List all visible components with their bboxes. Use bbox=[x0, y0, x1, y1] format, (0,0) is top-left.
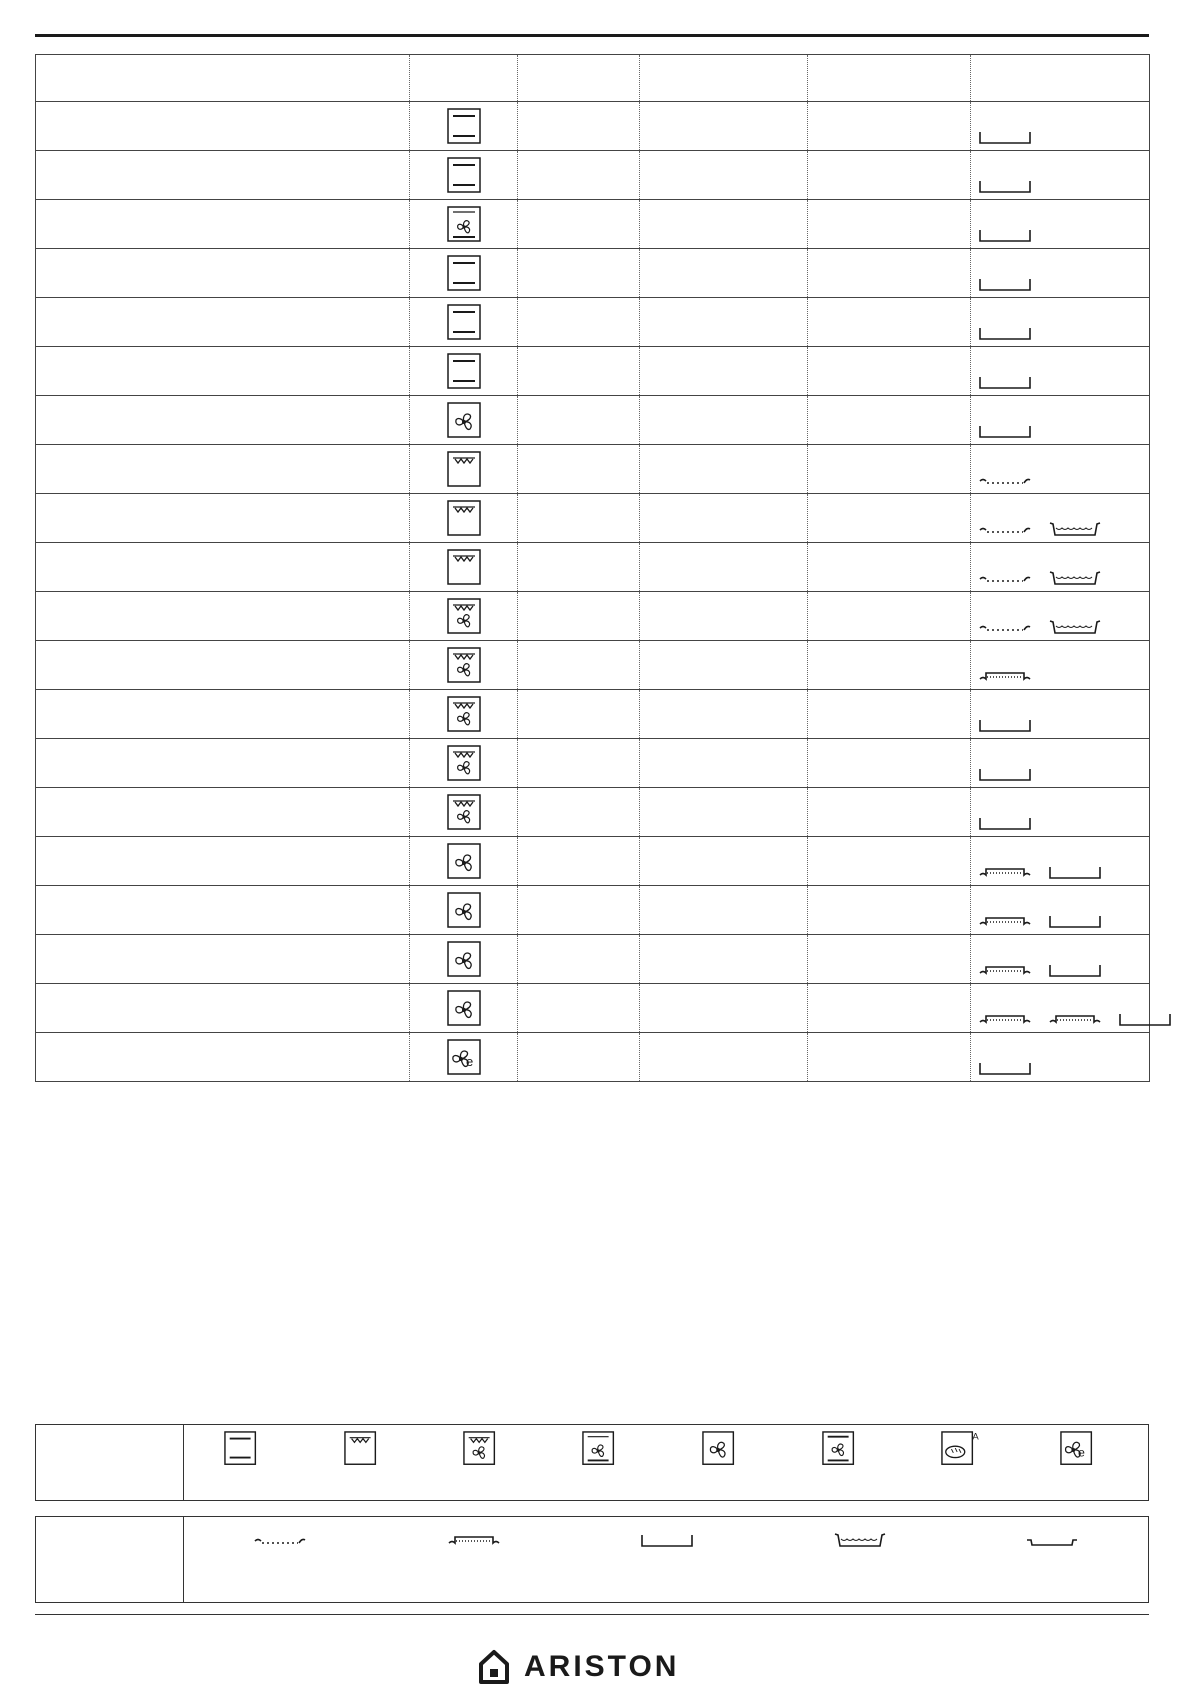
header-level bbox=[640, 55, 808, 102]
drip-tray-icon bbox=[1047, 961, 1103, 979]
accessories-legend-icons bbox=[184, 1517, 1148, 1602]
legend-baking-tray-icon bbox=[446, 1531, 502, 1549]
recipe-cell bbox=[36, 788, 410, 837]
drip-tray-icon bbox=[977, 716, 1033, 734]
level-cell bbox=[640, 739, 808, 788]
legend-wire-shelf-icon bbox=[252, 1531, 308, 1549]
accessories-cell bbox=[971, 837, 1150, 886]
level-cell bbox=[640, 641, 808, 690]
function-cell bbox=[410, 396, 518, 445]
preheat-cell bbox=[518, 788, 640, 837]
accessories-cell bbox=[971, 102, 1150, 151]
grill-icon bbox=[447, 451, 481, 487]
preheat-cell bbox=[518, 494, 640, 543]
preheat-cell bbox=[518, 984, 640, 1033]
legend-turbo-grill-icon bbox=[463, 1430, 501, 1470]
level-cell bbox=[640, 298, 808, 347]
grill-icon bbox=[447, 549, 481, 585]
level-cell bbox=[640, 788, 808, 837]
brand-logo bbox=[478, 1649, 679, 1685]
wire-shelf-icon bbox=[977, 520, 1033, 538]
legend-drip-tray-icon bbox=[639, 1531, 695, 1549]
level-cell bbox=[640, 543, 808, 592]
drip-tray-icon bbox=[977, 422, 1033, 440]
accessories-cell bbox=[971, 151, 1150, 200]
preheat-cell bbox=[518, 151, 640, 200]
preheat-cell bbox=[518, 543, 640, 592]
temperature-cell bbox=[808, 984, 971, 1033]
accessories-legend bbox=[35, 1516, 1149, 1603]
recipe-cell bbox=[36, 592, 410, 641]
functions-legend-label bbox=[36, 1425, 184, 1500]
multilevel-fan-icon bbox=[447, 990, 481, 1026]
accessories-cell bbox=[971, 445, 1150, 494]
recipe-cell bbox=[36, 641, 410, 690]
svg-text:e: e bbox=[1078, 1445, 1085, 1460]
function-cell bbox=[410, 837, 518, 886]
drip-tray-icon bbox=[977, 324, 1033, 342]
accessories-cell bbox=[971, 641, 1150, 690]
traditional-oven-icon bbox=[447, 108, 481, 144]
temperature-cell bbox=[808, 1033, 971, 1082]
functions-legend-icons bbox=[184, 1425, 1148, 1500]
preheat-cell bbox=[518, 886, 640, 935]
legend-drip-pan-water-icon bbox=[832, 1531, 888, 1549]
legend-fan-with-bottom-element-icon bbox=[582, 1430, 620, 1470]
level-cell bbox=[640, 984, 808, 1033]
header-accessories bbox=[971, 55, 1150, 102]
level-cell bbox=[640, 886, 808, 935]
multilevel-fan-icon bbox=[447, 402, 481, 438]
accessory-list bbox=[977, 667, 1033, 685]
multilevel-fan-icon bbox=[447, 941, 481, 977]
accessories-cell bbox=[971, 200, 1150, 249]
drip-pan-water-icon bbox=[1047, 520, 1103, 538]
drip-pan-water-icon bbox=[1047, 569, 1103, 587]
function-cell bbox=[410, 445, 518, 494]
house-logo-icon bbox=[478, 1649, 510, 1685]
preheat-cell bbox=[518, 396, 640, 445]
temperature-cell bbox=[808, 102, 971, 151]
svg-text:e: e bbox=[465, 1054, 473, 1069]
legend-traditional-oven-icon bbox=[224, 1430, 262, 1470]
baking-tray-icon bbox=[977, 961, 1033, 979]
drip-tray-icon bbox=[1047, 912, 1103, 930]
function-cell bbox=[410, 298, 518, 347]
accessories-cell bbox=[971, 788, 1150, 837]
legend-shallow-tray-icon bbox=[1024, 1531, 1080, 1549]
header-temperature bbox=[808, 55, 971, 102]
header-function bbox=[410, 55, 518, 102]
multilevel-fan-icon bbox=[447, 892, 481, 928]
drip-tray-icon bbox=[977, 814, 1033, 832]
preheat-cell bbox=[518, 347, 640, 396]
temperature-cell bbox=[808, 151, 971, 200]
level-cell bbox=[640, 592, 808, 641]
temperature-cell bbox=[808, 445, 971, 494]
recipe-cell bbox=[36, 494, 410, 543]
turbo-grill-icon bbox=[447, 598, 481, 634]
recipe-cell bbox=[36, 837, 410, 886]
drip-tray-icon bbox=[977, 373, 1033, 391]
function-cell bbox=[410, 200, 518, 249]
table-row bbox=[36, 200, 1150, 249]
multilevel-fan-icon bbox=[447, 843, 481, 879]
temperature-cell bbox=[808, 788, 971, 837]
level-cell bbox=[640, 396, 808, 445]
function-cell bbox=[410, 690, 518, 739]
accessory-list bbox=[977, 520, 1103, 538]
functions-legend bbox=[35, 1424, 1149, 1501]
temperature-cell bbox=[808, 298, 971, 347]
recipe-cell bbox=[36, 298, 410, 347]
accessory-list bbox=[977, 618, 1103, 636]
drip-tray-icon bbox=[977, 128, 1033, 146]
baking-tray-icon bbox=[977, 1010, 1033, 1028]
baking-tray-icon bbox=[977, 667, 1033, 685]
recipe-cell bbox=[36, 984, 410, 1033]
recipe-cell bbox=[36, 935, 410, 984]
table-row bbox=[36, 102, 1150, 151]
brand-name: ARISTON bbox=[524, 1650, 680, 1683]
function-cell bbox=[410, 543, 518, 592]
header-recipe bbox=[36, 55, 410, 102]
temperature-cell bbox=[808, 396, 971, 445]
legend-fan-with-top-bottom-icon bbox=[822, 1430, 860, 1470]
temperature-cell bbox=[808, 935, 971, 984]
legend-multilevel-fan-icon bbox=[702, 1430, 740, 1470]
table-row bbox=[36, 690, 1150, 739]
preheat-cell bbox=[518, 1033, 640, 1082]
top-rule bbox=[35, 34, 1149, 37]
temperature-cell bbox=[808, 886, 971, 935]
drip-tray-icon bbox=[977, 226, 1033, 244]
temperature-cell bbox=[808, 494, 971, 543]
level-cell bbox=[640, 249, 808, 298]
function-cell bbox=[410, 935, 518, 984]
drip-pan-water-icon bbox=[1047, 618, 1103, 636]
accessory-list bbox=[977, 128, 1033, 146]
level-cell bbox=[640, 200, 808, 249]
function-cell bbox=[410, 494, 518, 543]
level-cell bbox=[640, 690, 808, 739]
baking-tray-icon bbox=[977, 912, 1033, 930]
table-row bbox=[36, 543, 1150, 592]
accessory-list bbox=[977, 373, 1033, 391]
wire-shelf-icon bbox=[977, 471, 1033, 489]
table-row bbox=[36, 837, 1150, 886]
accessory-list bbox=[977, 912, 1103, 930]
recipe-cell bbox=[36, 396, 410, 445]
accessories-cell bbox=[971, 494, 1150, 543]
table-row bbox=[36, 298, 1150, 347]
legend-bread-auto-icon bbox=[941, 1430, 979, 1470]
level-cell bbox=[640, 347, 808, 396]
eco-fan-icon bbox=[447, 1039, 481, 1075]
accessories-cell bbox=[971, 347, 1150, 396]
table-row bbox=[36, 592, 1150, 641]
level-cell bbox=[640, 151, 808, 200]
recipe-cell bbox=[36, 543, 410, 592]
preheat-cell bbox=[518, 935, 640, 984]
recipe-cell bbox=[36, 102, 410, 151]
table-row bbox=[36, 641, 1150, 690]
temperature-cell bbox=[808, 347, 971, 396]
baking-tray-icon bbox=[977, 863, 1033, 881]
preheat-cell bbox=[518, 592, 640, 641]
table-row bbox=[36, 984, 1150, 1033]
legend-eco-fan-icon bbox=[1060, 1430, 1098, 1470]
legend-grill-icon bbox=[344, 1430, 382, 1470]
accessory-list bbox=[977, 765, 1033, 783]
preheat-cell bbox=[518, 739, 640, 788]
table-row bbox=[36, 249, 1150, 298]
accessory-list bbox=[977, 177, 1033, 195]
accessory-list bbox=[977, 422, 1033, 440]
preheat-cell bbox=[518, 445, 640, 494]
level-cell bbox=[640, 445, 808, 494]
recipe-cell bbox=[36, 739, 410, 788]
function-cell bbox=[410, 1033, 518, 1082]
table-header-row bbox=[36, 55, 1150, 102]
turbo-grill-icon bbox=[447, 794, 481, 830]
accessories-cell bbox=[971, 1033, 1150, 1082]
traditional-oven-icon bbox=[447, 353, 481, 389]
wire-shelf-icon bbox=[977, 569, 1033, 587]
preheat-cell bbox=[518, 249, 640, 298]
function-cell bbox=[410, 739, 518, 788]
table-row bbox=[36, 739, 1150, 788]
recipe-cell bbox=[36, 1033, 410, 1082]
accessories-cell bbox=[971, 690, 1150, 739]
accessories-cell bbox=[971, 984, 1150, 1033]
accessory-list bbox=[977, 471, 1033, 489]
accessories-cell bbox=[971, 298, 1150, 347]
grill-icon bbox=[447, 500, 481, 536]
accessory-list bbox=[977, 716, 1033, 734]
table-row bbox=[36, 151, 1150, 200]
recipe-cell bbox=[36, 249, 410, 298]
accessory-list bbox=[977, 863, 1103, 881]
table-row bbox=[36, 935, 1150, 984]
drip-tray-icon bbox=[977, 275, 1033, 293]
baking-tray-icon bbox=[1047, 1010, 1103, 1028]
table-row bbox=[36, 445, 1150, 494]
level-cell bbox=[640, 837, 808, 886]
drip-tray-icon bbox=[977, 765, 1033, 783]
accessories-cell bbox=[971, 396, 1150, 445]
recipe-cell bbox=[36, 151, 410, 200]
table-row bbox=[36, 1033, 1150, 1082]
temperature-cell bbox=[808, 200, 971, 249]
accessory-list bbox=[977, 569, 1103, 587]
temperature-cell bbox=[808, 249, 971, 298]
temperature-cell bbox=[808, 837, 971, 886]
turbo-grill-icon bbox=[447, 647, 481, 683]
fan-with-bottom-element-icon bbox=[447, 206, 481, 242]
level-cell bbox=[640, 1033, 808, 1082]
table-row bbox=[36, 396, 1150, 445]
recipe-cell bbox=[36, 886, 410, 935]
function-cell bbox=[410, 592, 518, 641]
temperature-cell bbox=[808, 690, 971, 739]
temperature-cell bbox=[808, 739, 971, 788]
wire-shelf-icon bbox=[977, 618, 1033, 636]
preheat-cell bbox=[518, 102, 640, 151]
accessory-list bbox=[977, 226, 1033, 244]
cooking-table bbox=[35, 54, 1150, 1082]
level-cell bbox=[640, 494, 808, 543]
preheat-cell bbox=[518, 641, 640, 690]
preheat-cell bbox=[518, 690, 640, 739]
drip-tray-icon bbox=[977, 177, 1033, 195]
traditional-oven-icon bbox=[447, 157, 481, 193]
function-cell bbox=[410, 984, 518, 1033]
accessories-cell bbox=[971, 886, 1150, 935]
accessories-cell bbox=[971, 249, 1150, 298]
accessories-cell bbox=[971, 739, 1150, 788]
table-row bbox=[36, 494, 1150, 543]
bottom-rule bbox=[35, 1614, 1149, 1615]
function-cell bbox=[410, 347, 518, 396]
function-cell bbox=[410, 788, 518, 837]
function-cell bbox=[410, 151, 518, 200]
temperature-cell bbox=[808, 641, 971, 690]
accessory-list bbox=[977, 1010, 1173, 1028]
traditional-oven-icon bbox=[447, 304, 481, 340]
accessory-list bbox=[977, 324, 1033, 342]
table-row bbox=[36, 788, 1150, 837]
header-preheat bbox=[518, 55, 640, 102]
table-row bbox=[36, 886, 1150, 935]
recipe-cell bbox=[36, 445, 410, 494]
level-cell bbox=[640, 935, 808, 984]
preheat-cell bbox=[518, 298, 640, 347]
preheat-cell bbox=[518, 837, 640, 886]
function-cell bbox=[410, 886, 518, 935]
accessory-list bbox=[977, 961, 1103, 979]
accessories-legend-label bbox=[36, 1517, 184, 1602]
drip-tray-icon bbox=[977, 1059, 1033, 1077]
level-cell bbox=[640, 102, 808, 151]
recipe-cell bbox=[36, 690, 410, 739]
recipe-cell bbox=[36, 347, 410, 396]
function-cell bbox=[410, 102, 518, 151]
turbo-grill-icon bbox=[447, 696, 481, 732]
accessory-list bbox=[977, 1059, 1033, 1077]
accessories-cell bbox=[971, 543, 1150, 592]
temperature-cell bbox=[808, 543, 971, 592]
temperature-cell bbox=[808, 592, 971, 641]
preheat-cell bbox=[518, 200, 640, 249]
function-cell bbox=[410, 641, 518, 690]
bread-auto-badge: A bbox=[972, 1431, 979, 1443]
turbo-grill-icon bbox=[447, 745, 481, 781]
drip-tray-icon bbox=[1047, 863, 1103, 881]
accessory-list bbox=[977, 814, 1033, 832]
table-row bbox=[36, 347, 1150, 396]
accessory-list bbox=[977, 275, 1033, 293]
function-cell bbox=[410, 249, 518, 298]
recipe-cell bbox=[36, 200, 410, 249]
accessories-cell bbox=[971, 592, 1150, 641]
accessories-cell bbox=[971, 935, 1150, 984]
traditional-oven-icon bbox=[447, 255, 481, 291]
drip-tray-icon bbox=[1117, 1010, 1173, 1028]
